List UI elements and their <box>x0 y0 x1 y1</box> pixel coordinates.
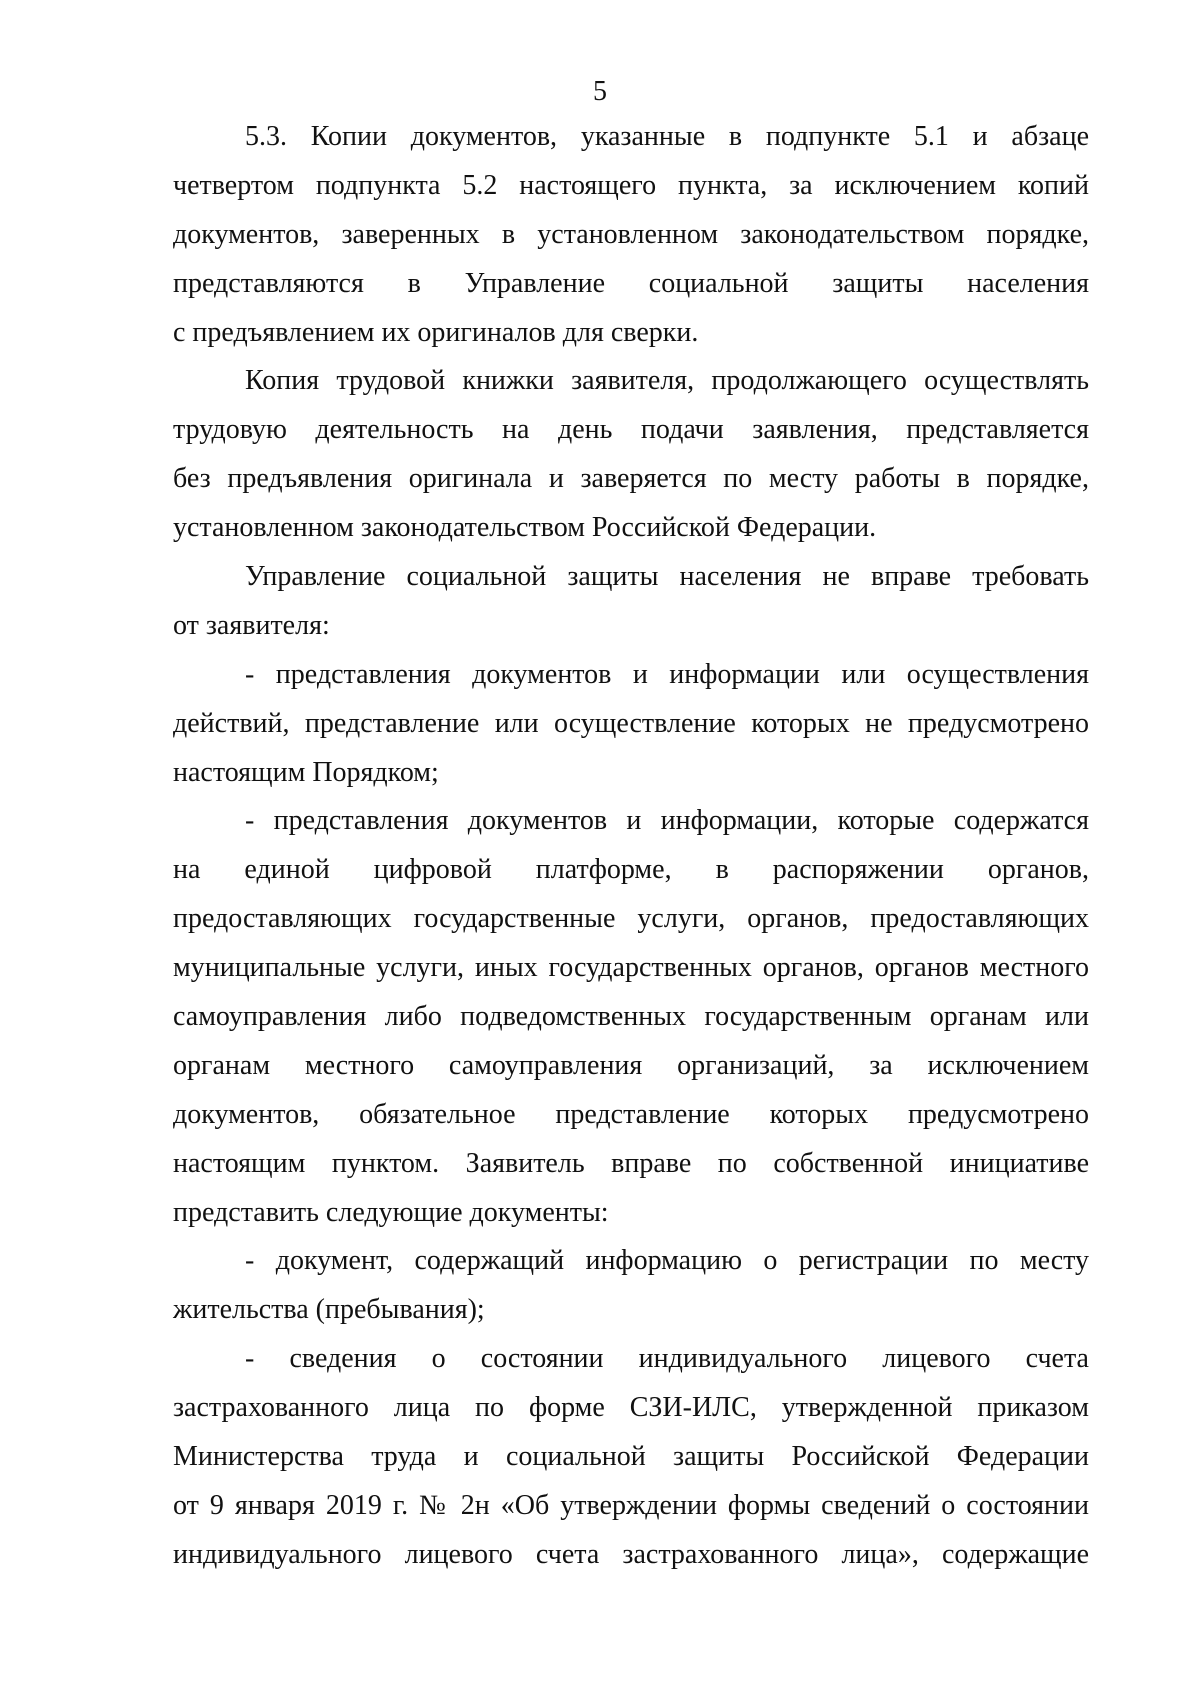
text-line: документов, обязательное представление которых предусмотрено <box>173 1098 1089 1130</box>
text-line: муниципальные услуги, иных государственных органов, органов местного <box>173 952 1089 984</box>
page-number: 5 <box>593 76 607 107</box>
text-line: Министерства труда и социальной защиты Российской Федерации <box>173 1441 1089 1473</box>
list-item-documents-not-required <box>173 651 1089 798</box>
document-body <box>173 113 1089 1580</box>
text-line: без предъявления оригинала и заверяется по месту работы в порядке, <box>173 463 1089 495</box>
text-line: Копия трудовой книжки заявителя, продолжающего осуществлять <box>245 365 1089 397</box>
list-item-digital-platform-documents <box>173 797 1089 1237</box>
text-line: - документ, содержащий информацию о регистрации по месту <box>245 1245 1089 1277</box>
paragraph-not-entitled-to-require <box>173 553 1089 651</box>
text-line: с предъявлением их оригиналов для сверки. <box>173 316 699 348</box>
text-line: настоящим Порядком; <box>173 756 439 788</box>
paragraph-copies-of-documents <box>173 113 1089 357</box>
paragraph-work-record-book <box>173 357 1089 553</box>
text-line: четвертом подпункта 5.2 настоящего пункта, за исключением копий <box>173 169 1089 201</box>
text-line: от 9 января 2019 г. № 2н «Об утверждении формы сведений о состоянии <box>173 1489 1089 1521</box>
text-line: настоящим пунктом. Заявитель вправе по собственной инициативе <box>173 1147 1089 1179</box>
text-line: 5.3. Копии документов, указанные в подпункте 5.1 и абзаце <box>245 121 1089 152</box>
text-line: жительства (пребывания); <box>173 1294 485 1326</box>
text-line: действий, представление или осуществление которых не предусмотрено <box>173 707 1089 739</box>
text-line: индивидуального лицевого счета застрахованного лица», содержащие <box>173 1538 1089 1570</box>
text-line: трудовую деятельность на день подачи заявления, представляется <box>173 414 1089 446</box>
text-line: - представления документов и информации или осуществления <box>245 658 1089 690</box>
text-line: представить следующие документы: <box>173 1196 609 1228</box>
list-item-registration-document <box>173 1237 1089 1335</box>
text-line: предоставляющих государственные услуги, органов, предоставляющих <box>173 903 1089 935</box>
text-line: самоуправления либо подведомственных государственным органам или <box>173 1001 1089 1033</box>
text-line: - сведения о состоянии индивидуального лицевого счета <box>245 1343 1089 1375</box>
text-line: - представления документов и информации, которые содержатся <box>245 805 1089 837</box>
text-line: Управление социальной защиты населения не вправе требовать <box>245 561 1089 593</box>
text-line: установленном законодательством Российской Федерации. <box>173 512 877 544</box>
text-line: от заявителя: <box>173 609 330 641</box>
text-line: органам местного самоуправления организаций, за исключением <box>173 1049 1089 1081</box>
text-line: представляются в Управление социальной защиты населения <box>173 267 1089 299</box>
list-item-personal-account-info <box>173 1335 1089 1579</box>
text-line: на единой цифровой платформе, в распоряжении органов, <box>173 854 1089 886</box>
text-line: документов, заверенных в установленном законодательством порядке, <box>173 218 1089 250</box>
text-line: застрахованного лица по форме СЗИ-ИЛС, утвержденной приказом <box>173 1392 1089 1424</box>
